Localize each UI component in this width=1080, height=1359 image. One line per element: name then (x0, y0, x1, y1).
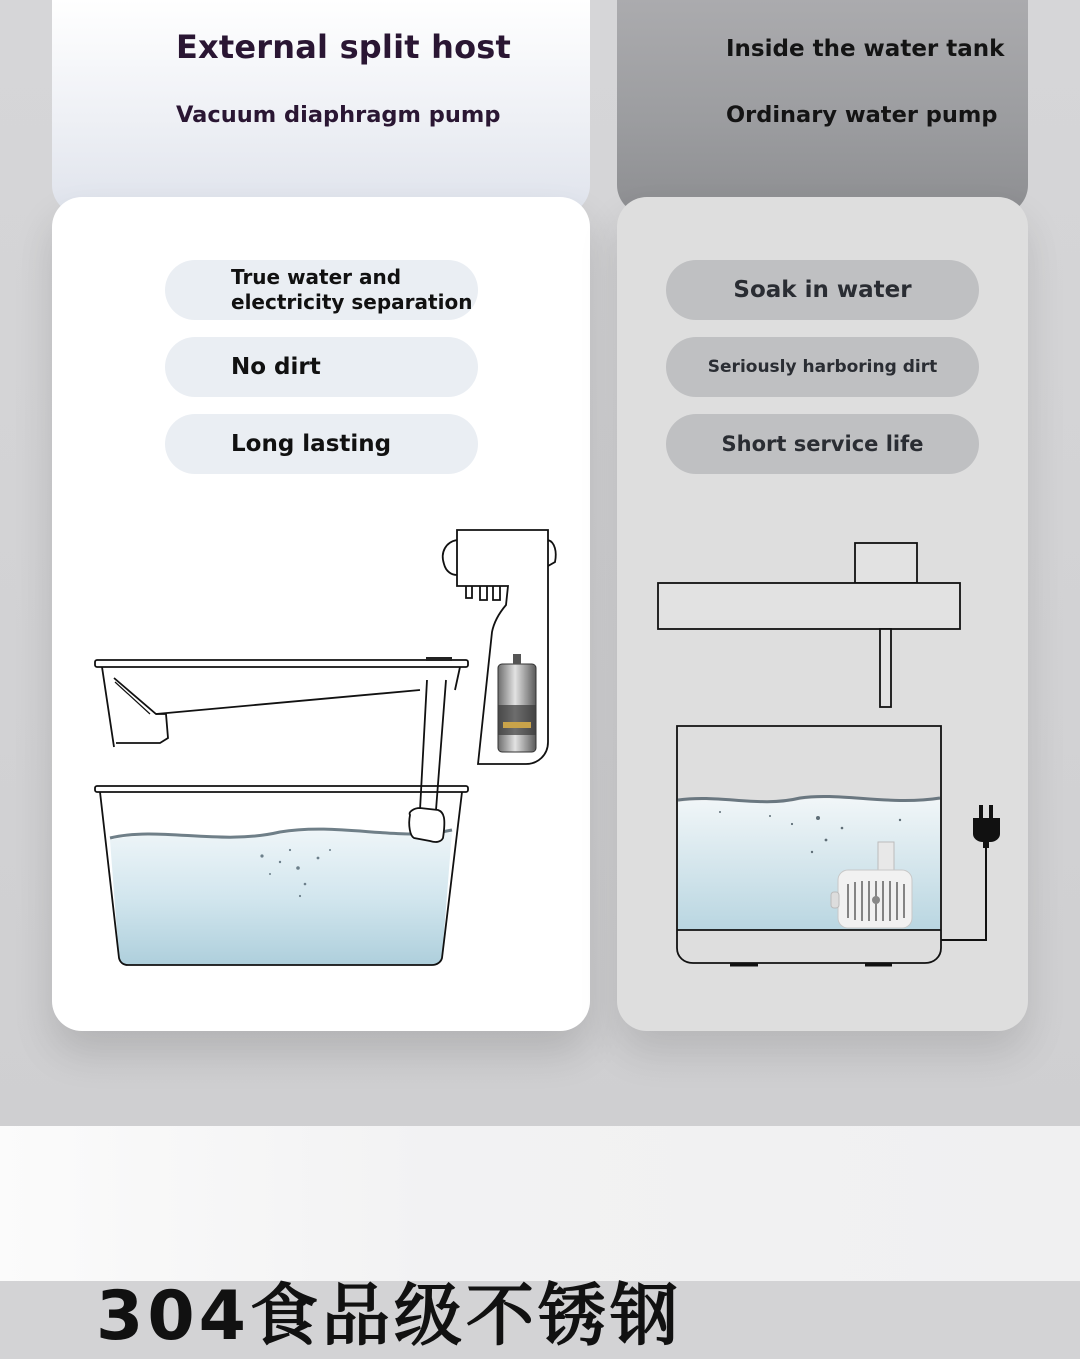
feature-label: Long lasting (231, 431, 392, 457)
feature-label: No dirt (231, 354, 321, 380)
feature-label: Short service life (721, 432, 924, 456)
right-header-subtitle: Ordinary water pump (726, 102, 998, 128)
split-host-diagram (95, 530, 556, 965)
feature-label: Soak in water (733, 277, 912, 303)
left-header-subtitle: Vacuum diaphragm pump (176, 102, 501, 128)
left-header-title: External split host (176, 28, 512, 66)
power-plug-icon (973, 805, 1000, 848)
next-section-heading: 304食品级不锈钢 (96, 1277, 682, 1356)
in-tank-pump-diagram (658, 543, 986, 965)
right-header-title: Inside the water tank (726, 36, 1005, 62)
feature-label: True water and electricity separation (231, 265, 473, 314)
feature-label: Seriously harboring dirt (707, 357, 938, 377)
